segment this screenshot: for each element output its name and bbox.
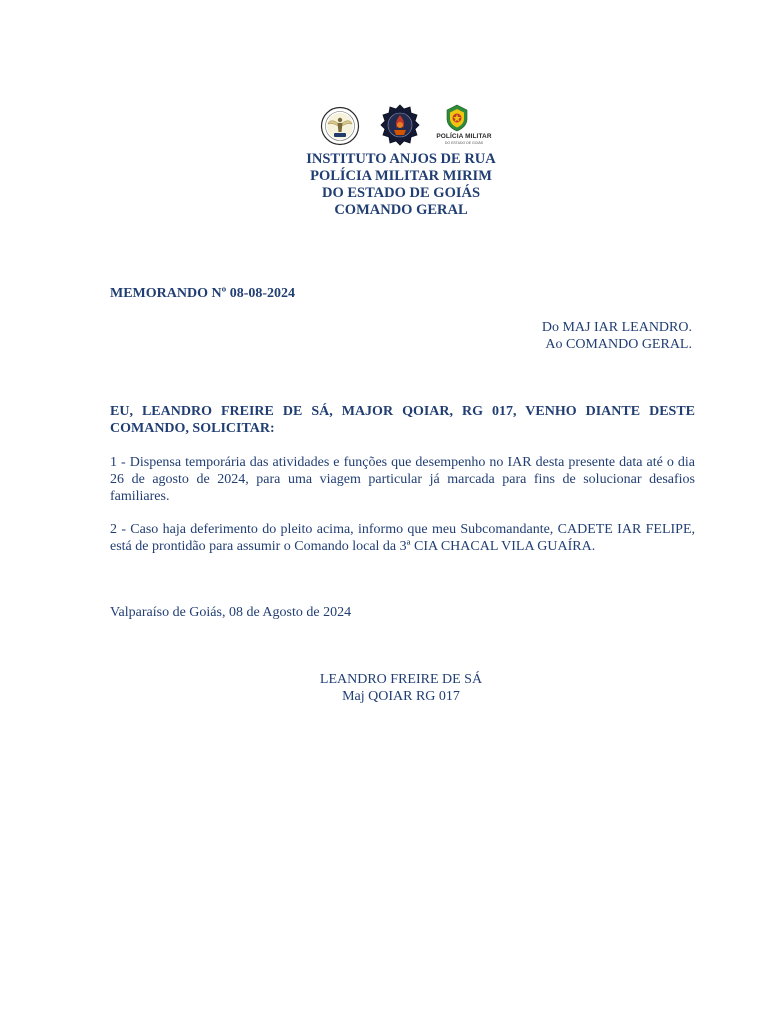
memo-item-1: 1 - Dispensa temporária das atividades e funções que desempenho no IAR desta presente data até o dia 26 de agosto de 2024, para uma viagem particular já marcada para fins de solucionar desafios familiares. (110, 455, 695, 504)
policia-militar-logo (442, 104, 472, 132)
policia-militar-title: POLÍCIA MILITAR (436, 133, 492, 140)
memo-to: Ao COMANDO GERAL. (545, 337, 692, 352)
letterhead-line-3: DO ESTADO DE GOIÁS (321, 185, 481, 201)
header-logos (316, 104, 512, 150)
letterhead-line-4: COMANDO GERAL (334, 202, 468, 218)
policia-militar-logo-text (434, 134, 494, 145)
memo-from: Do MAJ IAR LEANDRO. (541, 320, 692, 335)
iar-seal-logo (320, 106, 360, 146)
from-to-block (542, 319, 692, 353)
letterhead-line-1: INSTITUTO ANJOS DE RUA (306, 151, 496, 167)
firefighter-badge-logo (380, 104, 420, 146)
memo-intro: EU, LEANDRO FREIRE DE SÁ, MAJOR QOIAR, RG 017, VENHO DIANTE DESTE COMANDO, SOLICITAR: (110, 404, 695, 436)
signature-block (200, 671, 602, 705)
place-date: Valparaíso de Goiás, 08 de Agosto de 2024 (110, 605, 352, 620)
memo-item-2: 2 - Caso haja deferimento do pleito acima, informo que meu Subcomandante, CADETE IAR FELIPE, está de prontidão para assumir o Comando local da 3ª CIA CHACAL VILA GUAÍRA. (110, 522, 695, 554)
memo-number: MEMORANDO Nº 08-08-2024 (110, 286, 296, 301)
policia-militar-subtitle: DO ESTADO DE GOIÁS (444, 140, 484, 145)
letterhead (200, 151, 602, 219)
signature-rank: Maj QOIAR RG 017 (342, 689, 460, 704)
signature-name: LEANDRO FREIRE DE SÁ (319, 672, 483, 687)
letterhead-line-2: POLÍCIA MILITAR MIRIM (310, 168, 492, 184)
